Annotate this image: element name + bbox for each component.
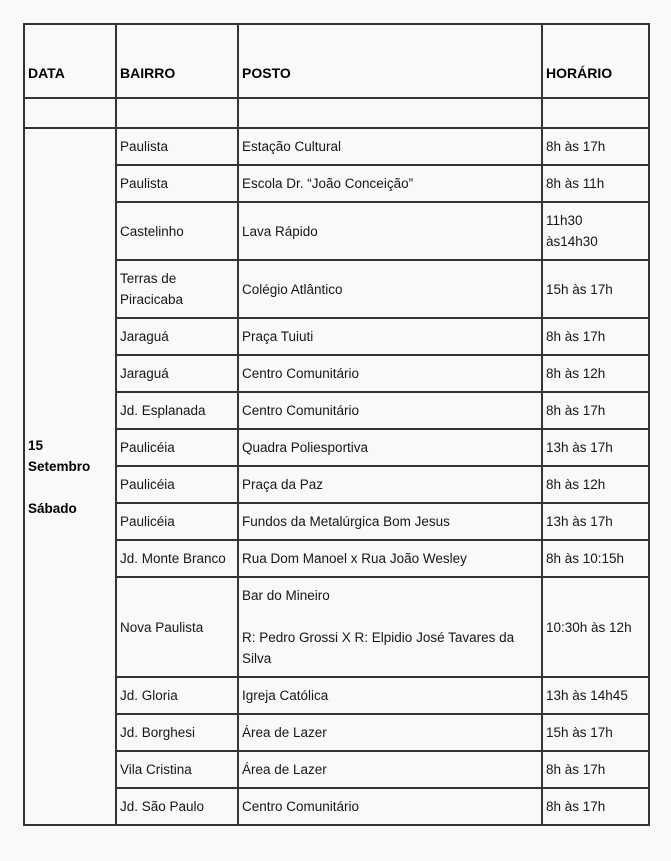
horario-line: 8h às 17h	[546, 799, 606, 814]
horario-line: 13h às 14h45	[546, 688, 628, 703]
col-header-posto: POSTO	[238, 24, 542, 98]
horario-cell	[542, 128, 649, 165]
horario-cell	[542, 355, 649, 392]
posto-cell	[238, 751, 542, 788]
horario-line: 13h às 17h	[546, 514, 613, 529]
table-row	[24, 429, 649, 466]
table-row	[24, 714, 649, 751]
date-line: 15	[28, 437, 44, 453]
horario-cell	[542, 714, 649, 751]
horario-line: 15h às 17h	[546, 725, 613, 740]
horario-line: 8h às 17h	[546, 762, 606, 777]
table-header-row	[24, 24, 649, 98]
horario-cell	[542, 318, 649, 355]
posto-paragraph: Área de Lazer	[242, 725, 327, 740]
bairro-cell: Jaraguá	[116, 355, 238, 392]
posto-paragraph: Fundos da Metalúrgica Bom Jesus	[242, 514, 450, 529]
bairro-cell: Paulista	[116, 165, 238, 202]
schedule-table	[23, 23, 650, 826]
bairro-cell: Nova Paulista	[116, 577, 238, 677]
posto-paragraph: Centro Comunitário	[242, 366, 360, 381]
date-line: Setembro	[28, 458, 91, 474]
posto-cell	[238, 202, 542, 260]
horario-cell	[542, 165, 649, 202]
posto-paragraph: Centro Comunitário	[242, 403, 360, 418]
table-row	[24, 751, 649, 788]
horario-line: 8h às 12h	[546, 366, 606, 381]
table-head	[24, 24, 649, 128]
horario-cell	[542, 260, 649, 318]
posto-cell	[238, 392, 542, 429]
horario-line: 8h às 11h	[546, 176, 605, 191]
posto-paragraph: Lava Rápido	[242, 223, 318, 239]
col-header-horario: HORÁRIO	[542, 24, 649, 98]
horario-cell	[542, 392, 649, 429]
empty-cell	[24, 98, 116, 128]
date-cell	[24, 128, 116, 825]
posto-paragraph: Bar do Mineiro	[242, 588, 330, 603]
horario-cell	[542, 751, 649, 788]
posto-cell	[238, 260, 542, 318]
horario-cell	[542, 466, 649, 503]
horario-line: 15h às 17h	[546, 281, 613, 297]
posto-cell	[238, 318, 542, 355]
bairro-cell: Jd. São Paulo	[116, 788, 238, 825]
table-row	[24, 165, 649, 202]
bairro-cell: Paulicéia	[116, 503, 238, 540]
posto-cell	[238, 577, 542, 677]
posto-cell	[238, 355, 542, 392]
posto-paragraph: Praça da Paz	[242, 477, 324, 492]
horario-cell	[542, 202, 649, 260]
horario-cell	[542, 788, 649, 825]
bairro-cell: Terras de Piracicaba	[116, 260, 238, 318]
horario-cell	[542, 677, 649, 714]
horario-line: 11h30	[546, 213, 583, 228]
posto-paragraph: Centro Comunitário	[242, 799, 360, 814]
posto-paragraph: Igreja Católica	[242, 688, 329, 703]
table-row	[24, 677, 649, 714]
posto-cell	[238, 677, 542, 714]
table-row	[24, 128, 649, 165]
horario-line: 8h às 10:15h	[546, 551, 625, 566]
empty-row	[24, 98, 649, 128]
bairro-cell: Jd. Esplanada	[116, 392, 238, 429]
empty-cell	[542, 98, 649, 128]
posto-cell	[238, 165, 542, 202]
bairro-cell: Castelinho	[116, 202, 238, 260]
posto-paragraph: Estação Cultural	[242, 139, 342, 154]
horario-line: 13h às 17h	[546, 440, 613, 455]
horario-line: 8h às 17h	[546, 403, 606, 418]
table-row	[24, 202, 649, 260]
horario-line: 8h às 17h	[546, 139, 606, 154]
bairro-cell: Vila Cristina	[116, 751, 238, 788]
posto-cell	[238, 128, 542, 165]
table-row	[24, 788, 649, 825]
posto-paragraph: R: Pedro Grossi X R: Elpidio José Tavares da Silva	[242, 630, 515, 666]
posto-paragraph: Quadra Poliesportiva	[242, 440, 369, 455]
table-row	[24, 540, 649, 577]
empty-cell	[116, 98, 238, 128]
posto-cell	[238, 714, 542, 751]
col-header-bairro: BAIRRO	[116, 24, 238, 98]
bairro-cell: Paulicéia	[116, 429, 238, 466]
table-row	[24, 577, 649, 677]
date-line: Sábado	[28, 500, 77, 516]
posto-cell	[238, 788, 542, 825]
table-row	[24, 466, 649, 503]
horario-line: às14h30	[546, 234, 598, 249]
table-row	[24, 392, 649, 429]
posto-paragraph: Praça Tuiuti	[242, 329, 314, 344]
posto-cell	[238, 466, 542, 503]
col-header-data: DATA	[24, 24, 116, 98]
horario-cell	[542, 540, 649, 577]
horario-line: 8h às 12h	[546, 477, 606, 492]
table-row	[24, 503, 649, 540]
horario-cell	[542, 503, 649, 540]
posto-cell	[238, 503, 542, 540]
posto-paragraph: Área de Lazer	[242, 762, 327, 777]
horario-line: 10:30h às 12h	[546, 619, 632, 635]
table-row	[24, 318, 649, 355]
bairro-cell: Paulista	[116, 128, 238, 165]
bairro-cell: Jd. Gloria	[116, 677, 238, 714]
table-row	[24, 260, 649, 318]
posto-cell	[238, 429, 542, 466]
bairro-cell: Jaraguá	[116, 318, 238, 355]
bairro-cell: Jd. Monte Branco	[116, 540, 238, 577]
posto-paragraph: Colégio Atlântico	[242, 281, 343, 297]
empty-cell	[238, 98, 542, 128]
bairro-cell: Paulicéia	[116, 466, 238, 503]
horario-cell	[542, 429, 649, 466]
posto-cell	[238, 540, 542, 577]
horario-line: 8h às 17h	[546, 329, 606, 344]
table-body	[24, 128, 649, 825]
horario-cell	[542, 577, 649, 677]
bairro-cell: Jd. Borghesi	[116, 714, 238, 751]
table-row	[24, 355, 649, 392]
posto-paragraph: Rua Dom Manoel x Rua João Wesley	[242, 551, 467, 566]
posto-paragraph: Escola Dr. “João Conceição”	[242, 176, 414, 191]
